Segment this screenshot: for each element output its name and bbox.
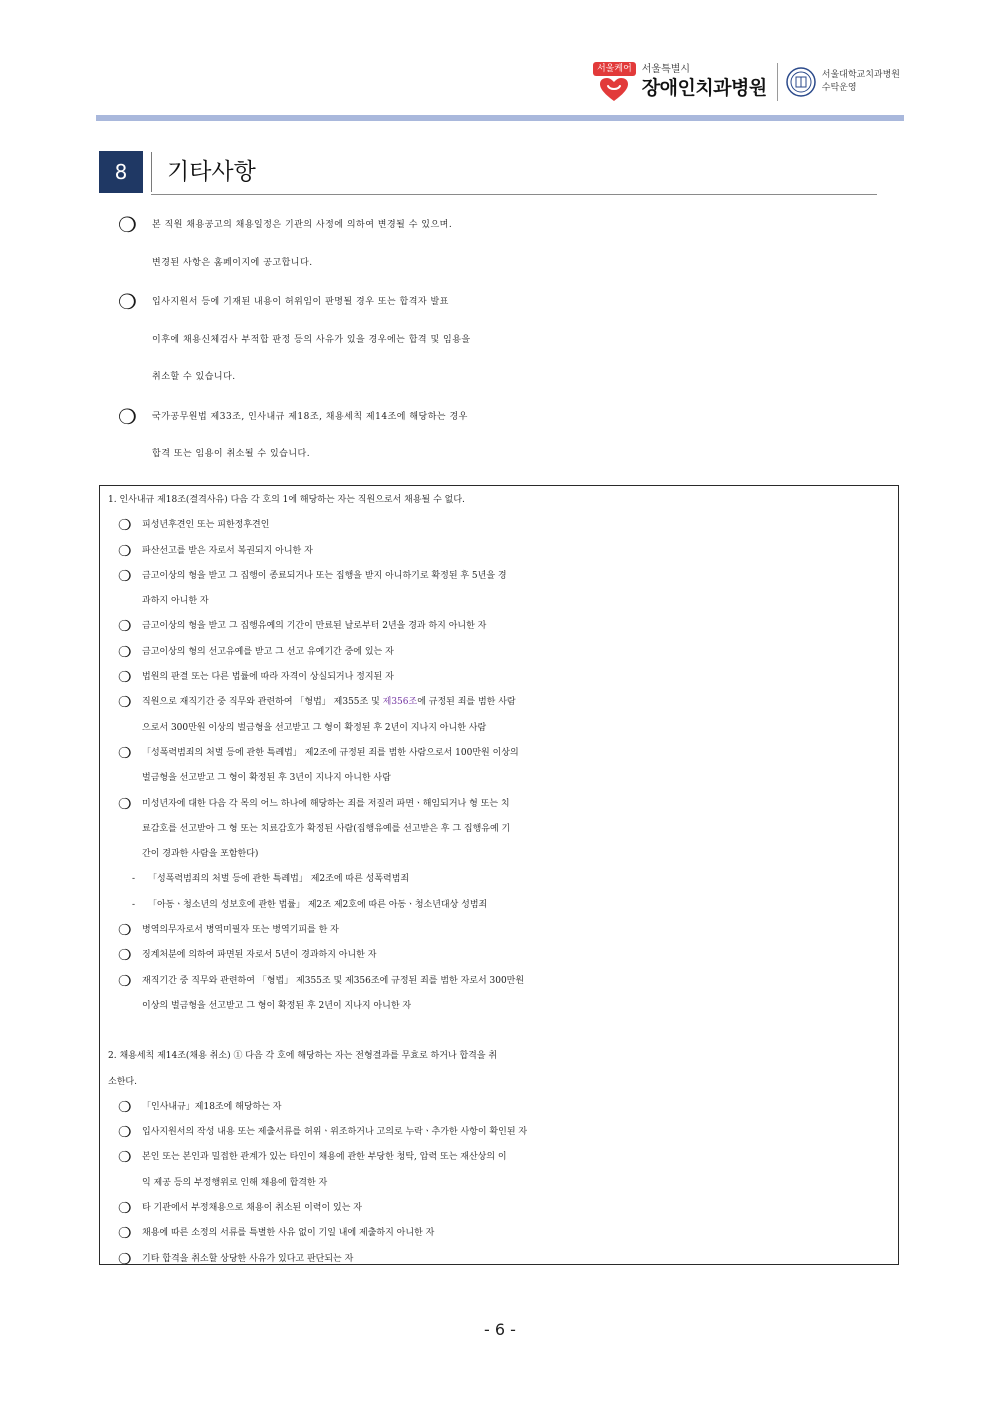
bullet-icon: ❍ — [118, 1097, 132, 1116]
regulation-line: 벌금형을 선고받고 그 형이 확정된 후 3년이 지나지 아니한 사람 — [142, 773, 391, 784]
regulation-line: 「아동ㆍ청소년의 성보호에 관한 법률」 제2조 제2호에 따른 아동ㆍ청소년대상 성범죄 — [148, 899, 488, 910]
bullet-icon: ❍ — [118, 1199, 132, 1218]
regulation-item — [118, 969, 886, 1020]
regulation-heading-2-cont: 소한다. — [108, 1076, 137, 1087]
partner-logo — [786, 67, 900, 97]
regulation-line: 금고이상의 형을 받고 그 집행이 종료되거나 또는 집행을 받지 아니하기로 확정된 후 5년을 경 — [142, 570, 507, 581]
regulation-line: 금고이상의 형의 선고유예를 받고 그 선고 유예기간 중에 있는 자 — [142, 646, 394, 657]
regulation-item — [118, 741, 886, 792]
bullet-icon: ❍ — [118, 541, 132, 560]
regulation-line: 이상의 벌금형을 선고받고 그 형이 확정된 후 2년이 지나지 아니한 자 — [142, 1000, 412, 1011]
bullet-icon: ❍ — [118, 566, 132, 585]
regulation-line: 「인사내규」제18조에 해당하는 자 — [142, 1101, 282, 1112]
section-divider — [151, 152, 152, 192]
bullet-icon: ❍ — [118, 1224, 132, 1243]
regulation-line: 기타 합격을 취소할 상당한 사유가 있다고 판단되는 자 — [142, 1253, 354, 1264]
header-rule — [96, 115, 904, 121]
regulation-line: 본인 또는 본인과 밀접한 관계가 있는 타인이 채용에 관한 부당한 청탁, 압력 또는 재산상의 이 — [142, 1152, 507, 1163]
header-logos — [593, 60, 900, 104]
main-bullet-line: 본 직원 채용공고의 채용일정은 기관의 사정에 의하여 변경될 수 있으며. — [152, 220, 453, 230]
regulation-subitem — [108, 893, 886, 918]
regulation-item — [118, 539, 886, 564]
bullet-icon: ❍ — [118, 642, 132, 661]
dash-marker: - — [132, 874, 136, 885]
main-bullet-line: 취소할 수 있습니다. — [152, 372, 236, 382]
regulation-subitem — [108, 867, 886, 892]
regulation-item — [118, 1196, 886, 1221]
partner-note: 수탁운영 — [821, 83, 857, 93]
main-bullet-item — [118, 284, 908, 397]
regulation-item — [118, 1120, 886, 1145]
regulation-line: 익 제공 등의 부정행위로 인해 채용에 합격한 자 — [142, 1177, 328, 1188]
bullet-icon: ❍ — [118, 794, 132, 813]
regulation-item — [118, 614, 886, 639]
regulation-item — [118, 792, 886, 868]
spacer — [108, 1019, 886, 1044]
regulation-line: 과하지 아니한 자 — [142, 596, 209, 607]
logo-hospital-name: 장애인치과병원 — [641, 77, 767, 99]
bullet-icon: ❍ — [118, 290, 138, 314]
page-number: - 6 - — [484, 1320, 516, 1339]
bullet-icon: ❍ — [118, 404, 138, 429]
regulation-item — [118, 943, 886, 968]
regulation-item — [118, 640, 886, 665]
regulation-line: 미성년자에 대한 다음 각 목의 어느 하나에 해당하는 죄를 저질러 파면ㆍ해임되거나 형 또는 치 — [142, 798, 510, 809]
regulation-line: 금고이상의 형을 받고 그 집행유예의 기간이 만료된 날로부터 2년을 경과 하지 아니한 자 — [142, 621, 487, 632]
regulation-heading-2: 2. 채용세칙 제14조(채용 취소) ① 다음 각 호에 해당하는 자는 전형결과를 무효로 하거나 합격을 취 — [108, 1051, 498, 1062]
main-bullets — [118, 207, 908, 476]
main-bullet-item — [118, 207, 908, 282]
section-title: 기타사항 — [167, 159, 256, 185]
regulation-line: 료감호를 선고받아 그 형 또는 치료감호가 확정된 사람(집행유예를 선고받은 후 그 집행유예 기 — [142, 823, 511, 834]
logo-city-text: 서울특별시 — [641, 64, 691, 75]
main-bullet-line: 합격 또는 임용이 취소될 수 있습니다. — [152, 449, 311, 459]
main-bullet-line: 변경된 사항은 홈페이지에 공고합니다. — [152, 257, 313, 268]
hospital-logo — [593, 62, 767, 103]
bullet-icon: ❍ — [118, 1148, 132, 1167]
main-bullet-item — [118, 399, 908, 474]
regulation-item — [118, 690, 886, 741]
brand-tag: 서울케어 — [593, 62, 636, 76]
bullet-icon: ❍ — [118, 617, 132, 636]
section-underline — [151, 194, 877, 195]
main-bullet-line: 국가공무원법 제33조, 인사내규 제18조, 채용세칙 제14조에 해당하는 경우 — [152, 411, 468, 422]
bullet-icon: ❍ — [118, 1123, 132, 1142]
regulation-heading-1: 1. 인사내규 제18조(결격사유) 다음 각 호의 1에 해당하는 자는 직원으로서 채용될 수 없다. — [108, 495, 465, 505]
regulation-line: 징계처분에 의하여 파면된 자로서 5년이 경과하지 아니한 자 — [142, 950, 377, 961]
regulation-line — [142, 690, 886, 715]
regulation-line: 으로서 300만원 이상의 벌금형을 선고받고 그 형이 확정된 후 2년이 지나지 아니한 사람 — [142, 722, 487, 733]
regulation-item — [118, 918, 886, 943]
regulation-line: 「성폭력범죄의 처벌 등에 관한 특례법」 제2조에 규정된 죄를 범한 사람으로서 100만원 이상의 — [142, 747, 519, 758]
regulation-line: 채용에 따른 소정의 서류를 특별한 사유 없이 기일 내에 제출하지 아니한 자 — [142, 1228, 435, 1239]
bullet-icon: ❍ — [118, 971, 132, 990]
regulation-item — [118, 1221, 886, 1246]
bullet-icon: ❍ — [118, 693, 132, 712]
regulation-text: 직원으로 재직기간 중 직무와 관련하여 「형법」 제355조 및 — [142, 697, 383, 708]
bullet-icon: ❍ — [118, 743, 132, 762]
seoul-care-brand — [593, 62, 636, 103]
heart-icon — [599, 77, 629, 103]
section-number-badge: 8 — [99, 151, 143, 193]
article-356-link[interactable]: 제356조 — [382, 697, 418, 708]
bullet-icon: ❍ — [118, 921, 132, 940]
regulation-item — [118, 1145, 886, 1196]
regulation-line: 입사지원서의 작성 내용 또는 제출서류를 허위ㆍ위조하거나 고의로 누락ㆍ추가한 사항이 확인된 자 — [142, 1127, 528, 1138]
bullet-icon: ❍ — [118, 1249, 132, 1268]
regulation-line: 타 기관에서 부정채용으로 채용이 취소된 이력이 있는 자 — [142, 1203, 362, 1214]
regulation-line: 병역의무자로서 병역미필자 또는 병역기피를 한 자 — [142, 925, 339, 936]
regulation-box — [99, 485, 899, 1268]
bullet-icon: ❍ — [118, 668, 132, 687]
regulation-line: 법원의 판결 또는 다른 법률에 따라 자격이 상실되거나 정지된 자 — [142, 672, 394, 683]
bullet-icon: ❍ — [118, 213, 138, 237]
bullet-icon: ❍ — [118, 946, 132, 965]
regulation-line: 피성년후견인 또는 피한정후견인 — [142, 520, 270, 531]
logo-divider — [777, 63, 778, 101]
regulation-line: 간이 경과한 사람을 포함한다) — [142, 849, 259, 860]
regulation-item — [118, 1247, 886, 1272]
university-seal-icon — [786, 67, 816, 97]
regulation-text: 에 규정된 죄를 범한 사람 — [417, 697, 516, 708]
regulation-item — [118, 665, 886, 690]
regulation-item — [118, 1095, 886, 1120]
regulation-line: 「성폭력범죄의 처벌 등에 관한 특례법」 제2조에 따른 성폭력범죄 — [148, 874, 410, 885]
regulation-line: 재직기간 중 직무와 관련하여 「형법」 제355조 및 제356조에 규정된 죄를 범한 자로서 300만원 — [142, 975, 525, 986]
regulation-item — [118, 564, 886, 615]
main-bullet-line: 입사지원서 등에 기재된 내용이 허위임이 판명될 경우 또는 합격자 발표 — [152, 297, 449, 307]
bullet-icon: ❍ — [118, 516, 132, 535]
partner-name: 서울대학교치과병원 — [821, 70, 900, 80]
regulation-line: 파산선고를 받은 자로서 복권되지 아니한 자 — [142, 545, 313, 556]
regulation-item — [118, 513, 886, 538]
dash-marker: - — [132, 899, 136, 910]
main-bullet-line: 이후에 채용신체검사 부적합 판정 등의 사유가 있을 경우에는 합격 및 임용을 — [152, 334, 471, 345]
